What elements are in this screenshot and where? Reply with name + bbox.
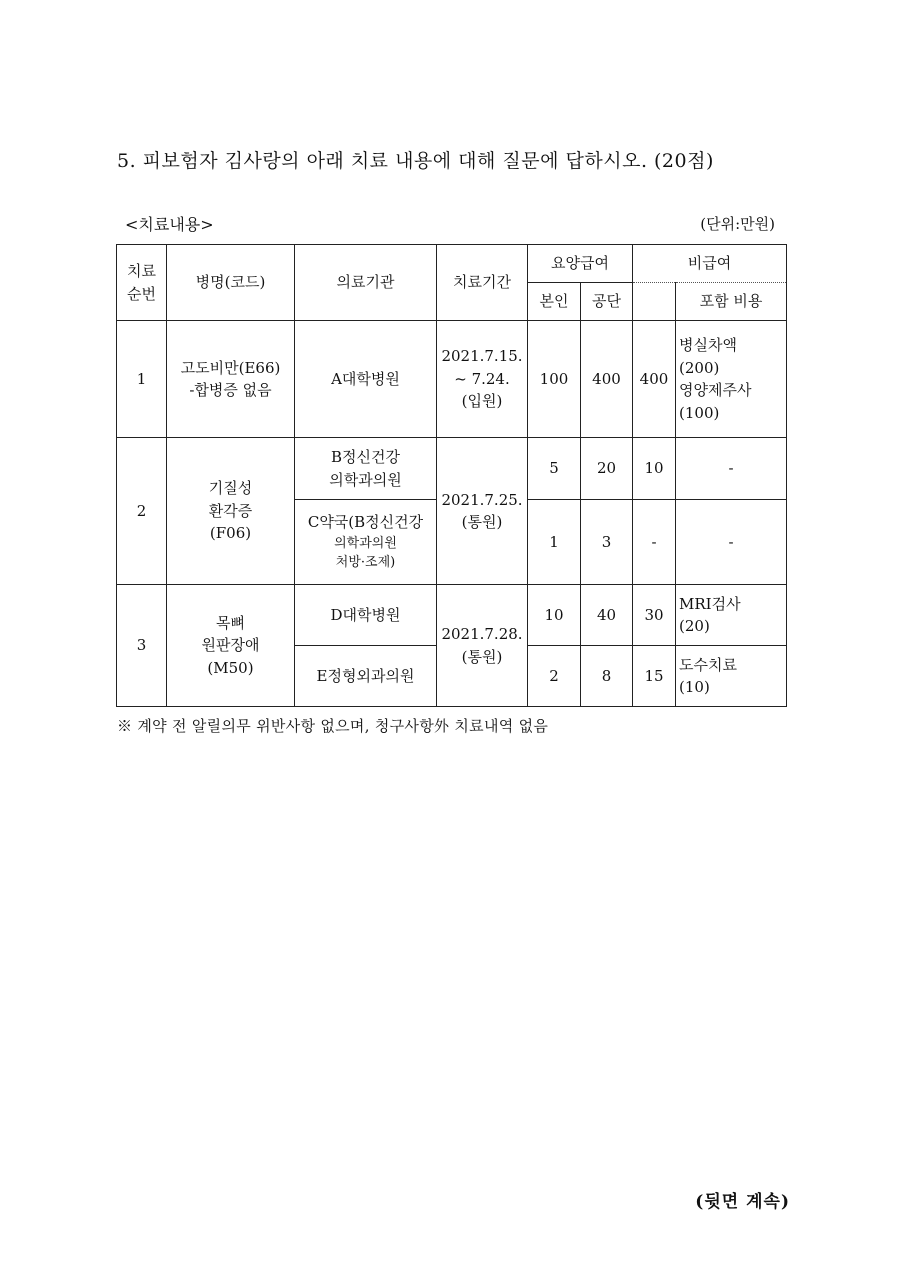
row2b-institution-line3: 처방·조제): [335, 555, 396, 571]
row1-period-line3: (입원): [461, 392, 503, 411]
row3b-included-line2: (10): [679, 678, 710, 696]
row1-public: 400: [581, 321, 633, 438]
row2b-noncovered: -: [633, 500, 676, 585]
row3-disease-line1: 목뼈: [216, 613, 245, 632]
row2b-included: -: [676, 500, 787, 585]
row2a-institution-line1: B정신건강: [331, 448, 400, 466]
row3a-public: 40: [581, 585, 633, 646]
row2-period: [437, 438, 528, 585]
row2a-included: -: [676, 438, 787, 500]
row1-included-line4: (100): [679, 403, 720, 422]
row2a-noncovered: 10: [633, 438, 676, 500]
row2-disease-line3: (F06): [209, 524, 252, 543]
row2b-public: 3: [581, 500, 633, 585]
header-institution: 의료기관: [295, 245, 437, 321]
row2a-public: 20: [581, 438, 633, 500]
table-header-row: [117, 245, 787, 283]
table-row: [117, 585, 787, 646]
row3-disease-line3: (M50): [207, 658, 254, 677]
row3-disease: [167, 585, 295, 707]
row3-disease-line2: 원판장애: [201, 636, 260, 655]
header-seq: [117, 245, 167, 321]
treatment-table: [116, 244, 787, 707]
row2b-self: 1: [528, 500, 581, 585]
row1-period-line1: 2021.7.15.: [441, 347, 523, 366]
row3-period-line1: 2021.7.28.: [441, 625, 523, 643]
row2b-institution-line1: C약국(B정신건강: [307, 513, 424, 532]
row3a-included-line2: (20): [679, 617, 710, 635]
row3b-institution: E정형외과의원: [295, 646, 437, 707]
footnote: ※ 계약 전 알릴의무 위반사항 없으며, 청구사항外 치료내역 없음: [117, 717, 549, 735]
table-row: [117, 438, 787, 500]
row3b-noncovered: 15: [633, 646, 676, 707]
row2b-institution: [295, 500, 437, 585]
row1-included-line1: 병실차액: [679, 336, 737, 354]
row1-period: [437, 321, 528, 438]
header-noncovered: 비급여: [633, 245, 787, 283]
row3a-included-line1: MRI검사: [679, 594, 741, 613]
row1-period-line2: ~ 7.24.: [454, 369, 510, 388]
row3a-institution: D대학병원: [295, 585, 437, 646]
continued-footer: (뒷면 계속): [695, 1192, 790, 1212]
row3b-public: 8: [581, 646, 633, 707]
row1-institution: A대학병원: [295, 321, 437, 438]
row3a-noncovered: 30: [633, 585, 676, 646]
row3a-self: 10: [528, 585, 581, 646]
row2-disease-line2: 환각증: [208, 501, 253, 520]
row1-seq: 1: [117, 321, 167, 438]
header-seq-line2: 순번: [127, 284, 156, 303]
row2a-institution: [295, 438, 437, 500]
header-seq-line1: 치료: [127, 262, 156, 280]
header-covered: 요양급여: [528, 245, 633, 283]
row3a-included: [676, 585, 787, 646]
unit-label: (단위:만원): [700, 215, 775, 233]
row1-disease-line2: -합병증 없음: [189, 381, 272, 399]
row3-period: [437, 585, 528, 707]
row3b-self: 2: [528, 646, 581, 707]
row2-period-line1: 2021.7.25.: [441, 490, 523, 509]
table-row: [117, 321, 787, 438]
table-caption: <치료내용>: [125, 215, 214, 234]
row2-period-line2: (통원): [461, 513, 503, 531]
row3b-included: [676, 646, 787, 707]
row1-noncovered: 400: [633, 321, 676, 438]
row2b-institution-line2: 의학과의원: [334, 535, 397, 551]
row1-disease-line1: 고도비만(E66): [180, 358, 281, 377]
question-text: 5. 피보험자 김사랑의 아래 치료 내용에 대해 질문에 답하시오. (20점): [117, 150, 714, 172]
header-period: 치료기간: [437, 245, 528, 321]
row3-period-line2: (통원): [461, 647, 503, 666]
row1-included-line3: 영양제주사: [679, 381, 752, 399]
row1-self: 100: [528, 321, 581, 438]
row2-disease-line1: 기질성: [208, 479, 253, 498]
row3b-included-line1: 도수치료: [679, 655, 737, 674]
header-self: 본인: [528, 283, 581, 321]
header-disease: 병명(코드): [167, 245, 295, 321]
row2a-self: 5: [528, 438, 581, 500]
row3-seq: 3: [117, 585, 167, 707]
row1-disease: [167, 321, 295, 438]
header-noncovered-amount: [633, 283, 676, 321]
header-included: 포함 비용: [676, 283, 787, 321]
row1-included-line2: (200): [679, 358, 720, 377]
header-public: 공단: [581, 283, 633, 321]
row2a-institution-line2: 의학과의원: [329, 470, 402, 489]
row2-seq: 2: [117, 438, 167, 585]
row2-disease: [167, 438, 295, 585]
row1-included: [676, 321, 787, 438]
